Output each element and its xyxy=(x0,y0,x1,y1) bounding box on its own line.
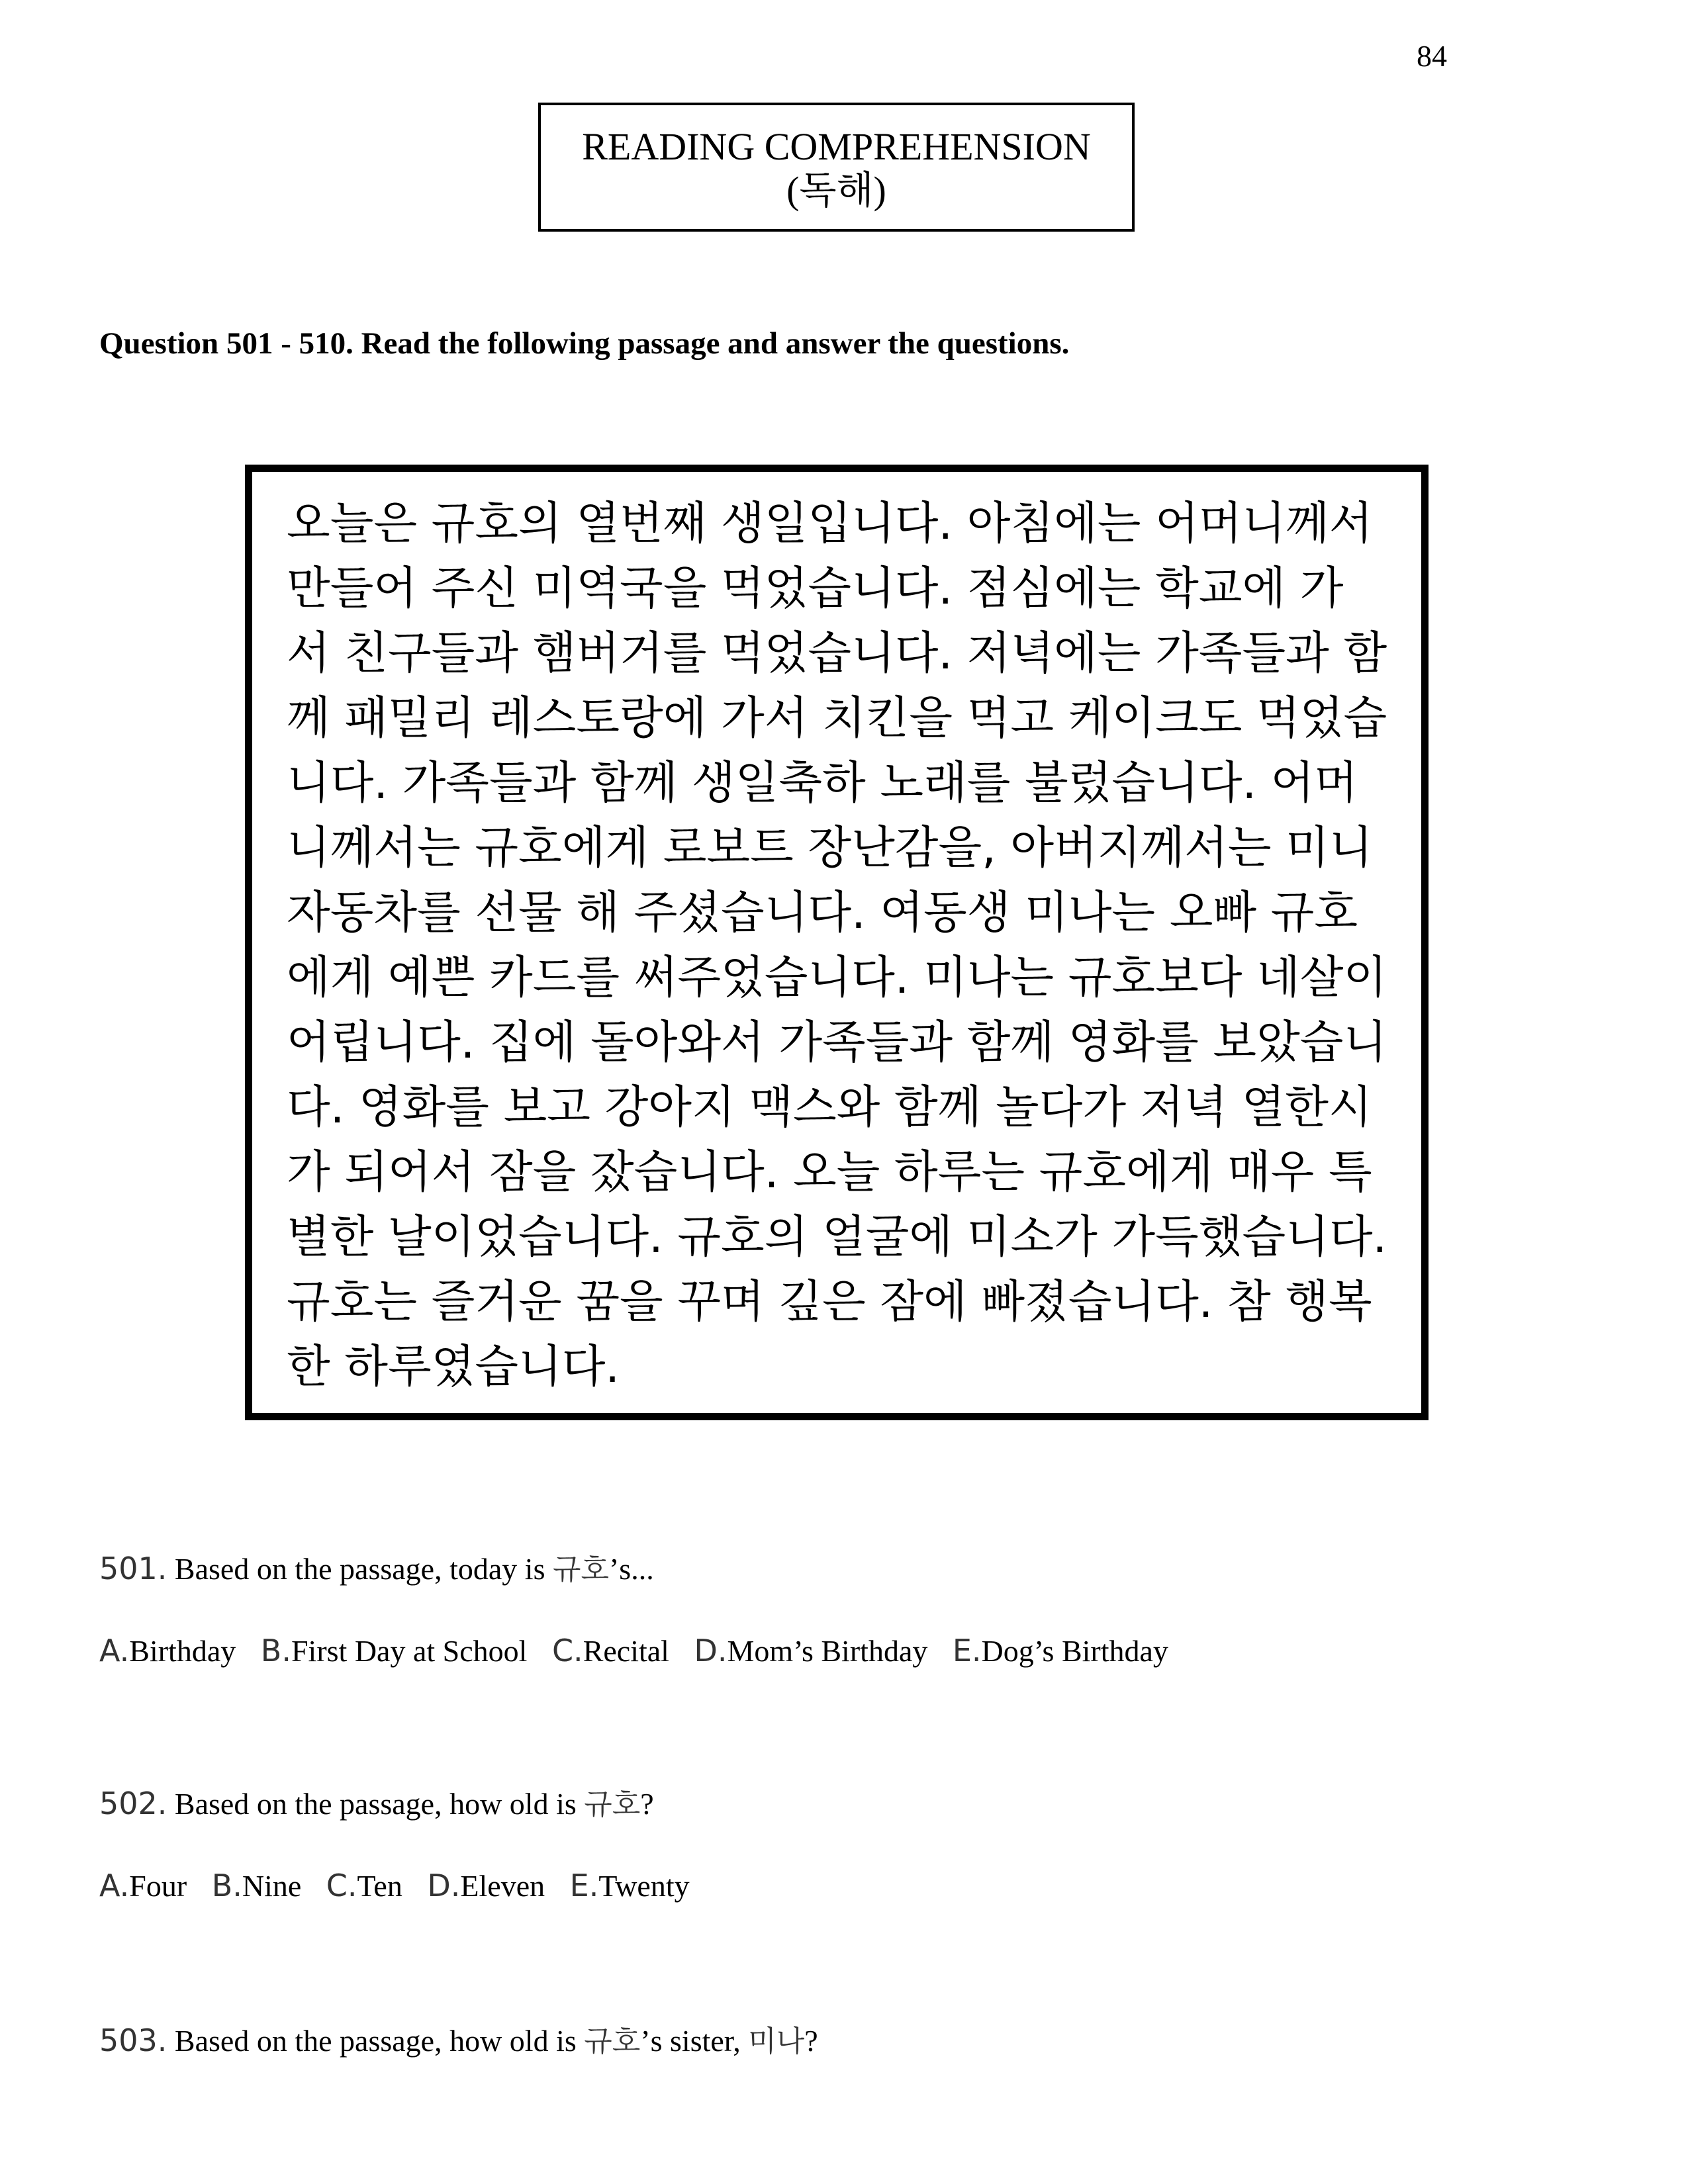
question-number: 502. xyxy=(99,1786,167,1821)
option-b[interactable] xyxy=(212,1869,302,1903)
answer-options xyxy=(99,1633,1186,1668)
option-letter: B. xyxy=(211,1868,242,1903)
question-korean-name: 규호 xyxy=(584,1788,641,1821)
option-text: Four xyxy=(129,1869,187,1903)
passage-line: 별한 날이었습니다. 규호의 얼굴에 미소가 가득했습니다. xyxy=(287,1211,1387,1263)
option-letter: A. xyxy=(99,1633,130,1668)
question-text-mid: ’s sister, xyxy=(640,2024,749,2058)
passage-line: 만들어 주신 미역국을 먹었습니다. 점심에는 학교에 가 xyxy=(287,563,1344,615)
option-letter: D. xyxy=(694,1633,727,1668)
option-text: Recital xyxy=(583,1634,669,1668)
option-c[interactable] xyxy=(326,1869,402,1903)
option-text: Mom’s Birthday xyxy=(727,1634,928,1668)
option-d[interactable] xyxy=(427,1869,545,1903)
option-e[interactable] xyxy=(570,1869,690,1903)
passage-line: 오늘은 규호의 열번째 생일입니다. 아침에는 어머니께서 xyxy=(287,498,1373,550)
section-title: READING COMPREHENSION xyxy=(582,125,1091,168)
passage-line: 에게 예쁜 카드를 써주었습니다. 미나는 규호보다 네살이 xyxy=(287,952,1387,1004)
option-c[interactable] xyxy=(552,1634,669,1668)
section-subtitle-korean: (독해) xyxy=(786,169,886,212)
answer-options xyxy=(99,1868,707,1903)
option-text: Eleven xyxy=(460,1869,545,1903)
passage-line: 어립니다. 집에 돌아와서 가족들과 함께 영화를 보았습니 xyxy=(287,1017,1387,1069)
passage-line: 니께서는 규호에게 로보트 장난감을, 아버지께서는 미니 xyxy=(287,822,1373,874)
section-title-box xyxy=(538,103,1135,232)
option-letter: B. xyxy=(260,1633,291,1668)
question-text-end: ’s... xyxy=(608,1552,654,1586)
question-text: Based on the passage, today is xyxy=(167,1552,553,1586)
question-text-end: ? xyxy=(804,2024,818,2058)
option-letter: E. xyxy=(569,1868,599,1903)
passage-line: 자동차를 선물 해 주셨습니다. 여동생 미나는 오빠 규호 xyxy=(287,887,1358,939)
option-letter: C. xyxy=(326,1868,357,1903)
question-501 xyxy=(99,1545,1186,1668)
passage-line: 다. 영화를 보고 강아지 맥스와 함께 놀다가 저녁 열한시 xyxy=(287,1081,1372,1134)
question-number: 503. xyxy=(99,2023,167,2058)
page-number: 84 xyxy=(1417,39,1447,73)
passage-line: 께 패밀리 레스토랑에 가서 치킨을 먹고 케이크도 먹었습 xyxy=(287,692,1387,745)
question-prompt xyxy=(99,1780,707,1823)
option-d[interactable] xyxy=(694,1634,927,1668)
option-text: Dog’s Birthday xyxy=(981,1634,1168,1668)
option-text: Ten xyxy=(357,1869,402,1903)
question-korean-sister-name: 미나 xyxy=(748,2025,805,2058)
passage-line: 니다. 가족들과 함께 생일축하 노래를 불렀습니다. 어머 xyxy=(287,757,1358,809)
question-prompt xyxy=(99,2017,818,2060)
passage-line: 가 되어서 잠을 잤습니다. 오늘 하루는 규호에게 매우 특 xyxy=(287,1146,1372,1199)
option-letter: D. xyxy=(427,1868,461,1903)
option-letter: C. xyxy=(551,1633,583,1668)
question-number: 501. xyxy=(99,1551,167,1586)
option-letter: A. xyxy=(99,1868,130,1903)
question-503 xyxy=(99,2017,818,2060)
option-text: Nine xyxy=(242,1869,302,1903)
instructions: Question 501 - 510. Read the following passage and answer the questions. xyxy=(99,326,1070,361)
option-text: First Day at School xyxy=(291,1634,528,1668)
option-e[interactable] xyxy=(953,1634,1168,1668)
option-a[interactable] xyxy=(99,1869,187,1903)
question-korean-name: 규호 xyxy=(584,2025,641,2058)
question-text: Based on the passage, how old is xyxy=(167,2024,585,2058)
question-text-end: ? xyxy=(640,1787,654,1821)
question-502 xyxy=(99,1780,707,1903)
option-b[interactable] xyxy=(261,1634,528,1668)
reading-passage-box xyxy=(245,465,1429,1420)
question-korean-name: 규호 xyxy=(552,1553,609,1586)
option-text: Twenty xyxy=(598,1869,690,1903)
passage-line: 서 친구들과 햄버거를 먹었습니다. 저녁에는 가족들과 함 xyxy=(287,627,1387,680)
option-letter: E. xyxy=(952,1633,982,1668)
question-prompt xyxy=(99,1545,1186,1588)
passage-line: 규호는 즐거운 꿈을 꾸며 깊은 잠에 빠졌습니다. 참 행복 xyxy=(287,1276,1372,1328)
option-a[interactable] xyxy=(99,1634,236,1668)
option-text: Birthday xyxy=(129,1634,236,1668)
passage-line: 한 하루였습니다. xyxy=(287,1341,620,1393)
question-text: Based on the passage, how old is xyxy=(167,1787,585,1821)
